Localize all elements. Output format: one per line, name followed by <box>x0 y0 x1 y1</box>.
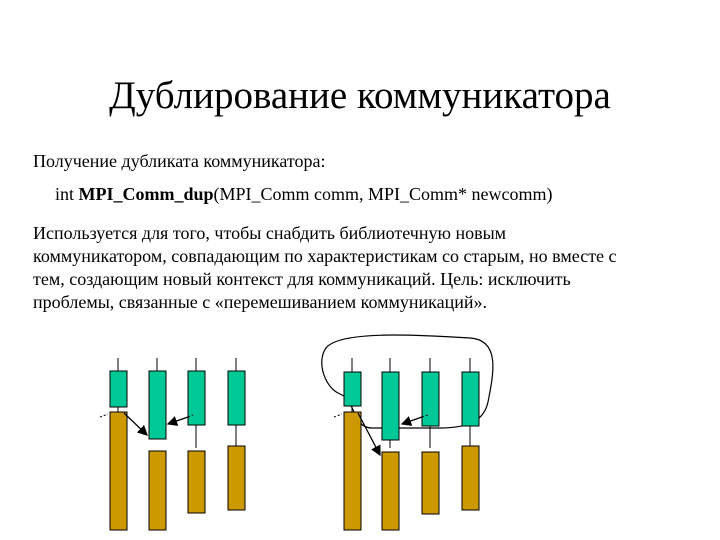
green-block <box>110 371 127 407</box>
function-args: (MPI_Comm comm, MPI_Comm* newcomm) <box>213 184 553 204</box>
description-line: тем, создающим новый контекст для коммуникаций. Цель: исключить <box>33 269 571 289</box>
green-block <box>149 371 166 439</box>
green-block <box>228 371 245 425</box>
dashed-trace <box>100 414 108 417</box>
right-process-group <box>322 335 493 530</box>
slide-title: Дублирование коммуникатора <box>109 74 611 117</box>
gold-block <box>188 451 205 513</box>
green-block <box>462 372 479 426</box>
message-arrow <box>168 417 188 424</box>
gold-block <box>462 446 479 510</box>
intro-text: Получение дубликата коммуникатора: <box>33 151 326 171</box>
dashed-trace <box>334 414 342 417</box>
gold-block <box>149 451 166 530</box>
function-name: MPI_Comm_dup <box>78 184 214 204</box>
green-block <box>344 372 361 406</box>
return-type: int <box>55 184 79 204</box>
gold-block <box>422 452 439 514</box>
gold-block <box>344 412 361 530</box>
message-arrow <box>402 417 422 424</box>
green-block <box>188 371 205 425</box>
description-line: Используется для того, чтобы снабдить библиотечную новым <box>33 223 507 243</box>
description-line: коммуникатором, совпадающим по характеристикам со старым, но вместе с <box>33 246 617 266</box>
gold-block <box>228 446 245 510</box>
green-block <box>382 372 399 440</box>
gold-block <box>110 412 127 530</box>
gold-block <box>382 452 399 530</box>
green-block <box>422 372 439 426</box>
left-process-group <box>100 358 245 530</box>
description-line: проблемы, связанные с «перемешиванием коммуникаций». <box>33 292 488 312</box>
